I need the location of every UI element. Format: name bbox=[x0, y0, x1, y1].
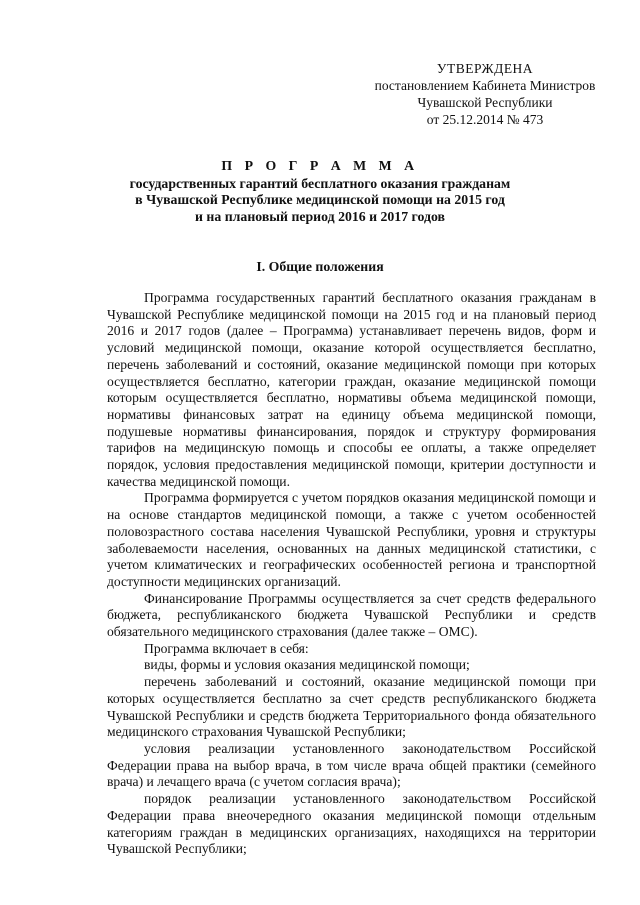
title-subline-1: государственных гарантий бесплатного оказания гражданам bbox=[129, 175, 511, 191]
approval-heading: УТВЕРЖДЕНА bbox=[436, 61, 534, 76]
paragraph: Программа включает в себя: bbox=[144, 640, 309, 656]
body-text bbox=[107, 290, 596, 858]
section-heading: I. Общие положения bbox=[256, 259, 384, 274]
paragraph: Программа государственных гарантий бесплатного оказания гражданам в Чувашской Республике медицинской помощи на 2015 год и на плановый период 2016 и 2017 годов (далее – Программа) устанавливает перечень видов, форм и условий медицинской помощи, оказание которой осуществляется бесплатно, перечень заболеваний и состояний, оказание медицинской помощи при которых осуществляется бесплатно, категории граждан, оказание медицинской помощи которым осуществляется бесплатно, нормативы объема медицинской помощи, нормативы финансовых затрат на единицу объема медицинской помощи, подушевые нормативы финансирования, порядок и структуру формирования тарифов на медицинскую помощь и способы ее оплаты, а также определяет порядок, условия предоставления медицинской помощи, критерии доступности и качества медицинской помощи. bbox=[107, 290, 596, 489]
paragraph: перечень заболеваний и состояний, оказание медицинской помощи при которых осуществляется бесплатно за счет средств республиканского бюджета Чувашской Республики и средств бюджета Территориального фонда обязательного медицинского страхования Чувашской Республики; bbox=[107, 674, 596, 740]
document-title bbox=[60, 158, 580, 225]
title-subline-3: и на плановый период 2016 и 2017 годов bbox=[195, 208, 445, 224]
paragraph: виды, формы и условия оказания медицинской помощи; bbox=[144, 657, 470, 673]
title-subline-2: в Чувашской Республике медицинской помощи на 2015 год bbox=[135, 192, 505, 207]
approval-line-1: постановлением Кабинета Министров bbox=[374, 78, 596, 93]
paragraph: порядок реализации установленного законодательством Российской Федерации права внеочередного оказания медицинской помощи отдельным категориям граждан в медицинских организациях, находящихся на территории Чувашской Республики; bbox=[107, 791, 596, 857]
approval-stamp bbox=[360, 60, 610, 128]
paragraph: условия реализации установленного законодательством Российской Федерации права на выбор врача, в том числе врача общей практики (семейного врача) и лечащего врача (с учетом согласия врача); bbox=[107, 740, 596, 790]
paragraph: Финансирование Программы осуществляется за счет средств федерального бюджета, республиканского бюджета Чувашской Республики и средств обязательного медицинского страхования (далее также – ОМС). bbox=[107, 590, 596, 640]
approval-line-3: от 25.12.2014 № 473 bbox=[426, 112, 544, 127]
approval-line-2: Чувашской Республики bbox=[417, 95, 553, 110]
paragraph: Программа формируется с учетом порядков оказания медицинской помощи и на основе стандартов медицинской помощи, а также с учетом особенностей половозрастного состава населения Чувашской Республики, уровня и структуры заболеваемости населения, основанных на данных медицинской статистики, с учетом климатических и географических особенностей региона и транспортной доступности медицинских организаций. bbox=[107, 490, 596, 589]
title-main: П Р О Г Р А М М А bbox=[221, 158, 419, 173]
